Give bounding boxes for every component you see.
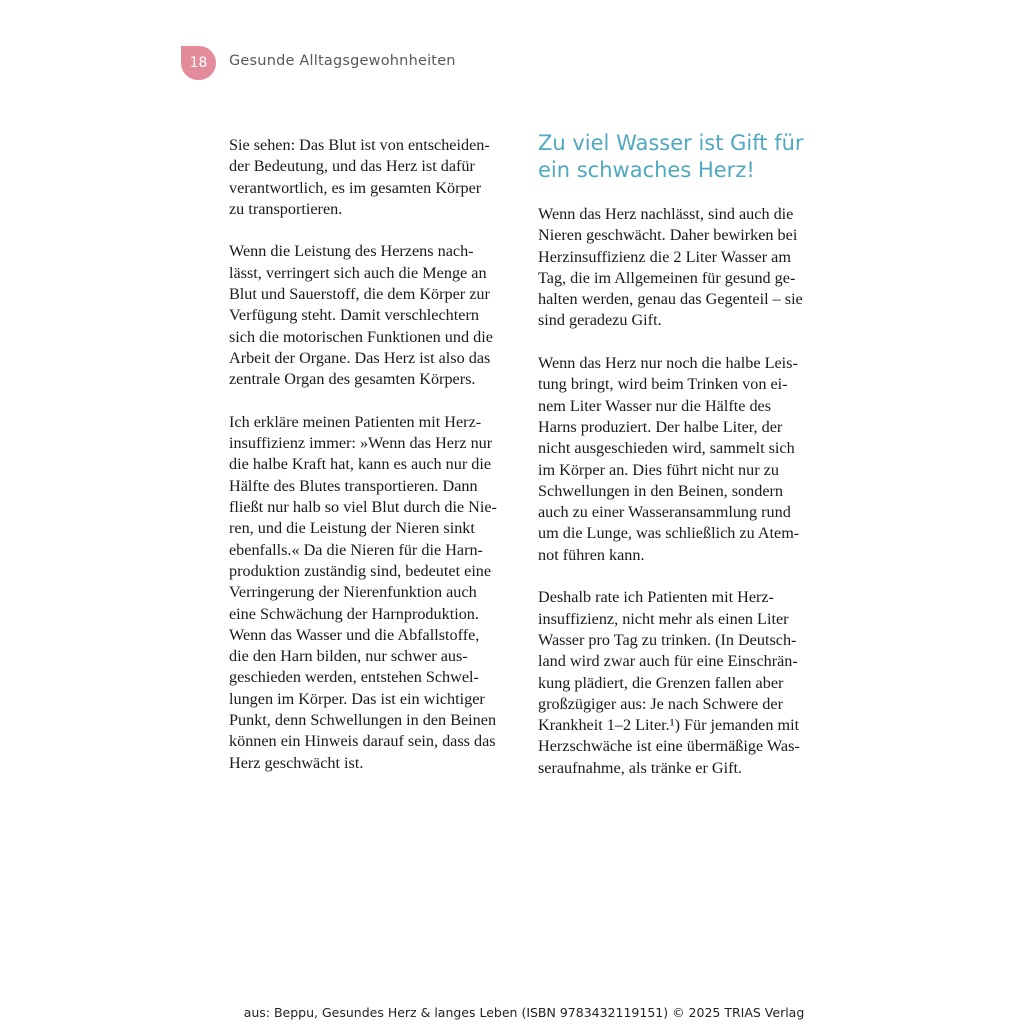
- text-line: Verringerung der Nierenfunktion auch: [229, 583, 477, 602]
- text-line: sind geradezu Gift.: [538, 311, 662, 330]
- text-line: seraufnahme, als tränke er Gift.: [538, 758, 743, 777]
- text-line: fließt nur halb so viel Blut durch die Nie-: [229, 498, 497, 517]
- text-line: ren, und die Leistung der Nieren sinkt: [229, 519, 475, 538]
- text-line: die den Harn bilden, nur schwer aus-: [229, 647, 468, 666]
- text-line: Wenn die Leistung des Herzens nach-: [229, 242, 474, 261]
- text-line: eine Schwächung der Harnproduktion.: [229, 604, 479, 623]
- heading-line: Zu viel Wasser ist Gift für: [538, 131, 804, 155]
- text-line: nem Liter Wasser nur die Hälfte des: [538, 396, 772, 415]
- text-line: Schwellungen in den Beinen, sondern: [538, 481, 784, 500]
- text-line: halten werden, genau das Gegenteil – sie: [538, 290, 803, 309]
- paragraph: [229, 412, 514, 774]
- text-line: Ich erkläre meinen Patienten mit Herz-: [229, 412, 482, 431]
- text-line: Herzinsuffizienz die 2 Liter Wasser am: [538, 247, 791, 266]
- paragraph: [538, 587, 823, 779]
- text-line: Deshalb rate ich Patienten mit Herz-: [538, 588, 774, 607]
- heading-line: ein schwaches Herz!: [538, 158, 755, 182]
- text-line: not führen kann.: [538, 545, 645, 564]
- text-line: Punkt, denn Schwellungen in den Beinen: [229, 711, 497, 730]
- text-line: Harns produziert. Der halbe Liter, der: [538, 417, 783, 436]
- text-line: nicht ausgeschieden wird, sammelt sich: [538, 439, 795, 458]
- text-line: der Bedeutung, und das Herz ist dafür: [229, 157, 475, 176]
- text-line: lässt, verringert sich auch die Menge an: [229, 263, 487, 282]
- text-line: Wasser pro Tag zu trinken. (In Deutsch-: [538, 630, 797, 649]
- paragraph: [229, 241, 514, 390]
- text-line: auch zu einer Wasseransammlung rund: [538, 503, 791, 522]
- text-line: großzügiger aus: Je nach Schwere der: [538, 694, 783, 713]
- text-line: können ein Hinweis darauf sein, dass das: [229, 732, 496, 751]
- text-line: kung plädiert, die Grenzen fallen aber: [538, 673, 784, 692]
- text-line: Tag, die im Allgemeinen für gesund ge-: [538, 268, 796, 287]
- text-line: zu transportieren.: [229, 199, 343, 218]
- paragraph: [538, 353, 823, 566]
- section-heading: [538, 130, 823, 184]
- text-line: Wenn das Herz nur noch die halbe Leis-: [538, 354, 798, 373]
- text-line: Arbeit der Organe. Das Herz ist also das: [229, 348, 491, 367]
- text-line: zentrale Organ des gesamten Körpers.: [229, 370, 476, 389]
- text-line: produktion zuständig sind, bedeutet eine: [229, 561, 492, 580]
- text-line: ebenfalls.« Da die Nieren für die Harn-: [229, 540, 483, 559]
- text-line: land wird zwar auch für eine Einschrän-: [538, 652, 798, 671]
- left-column: [229, 135, 514, 795]
- page-number-badge: [181, 46, 216, 80]
- text-line: Sie sehen: Das Blut ist von entscheiden-: [229, 136, 490, 154]
- page-number: 18: [189, 55, 208, 71]
- text-line: Hälfte des Blutes transportieren. Dann: [229, 476, 478, 495]
- source-footer: aus: Beppu, Gesundes Herz & langes Leben (ISBN 9783432119151) © 2025 TRIAS Verlag: [243, 1005, 805, 1020]
- text-line: Herzschwäche ist eine übermäßige Was-: [538, 737, 800, 756]
- text-line: Verfügung steht. Damit verschlechtern: [229, 306, 479, 325]
- text-line: Herz geschwächt ist.: [229, 753, 364, 772]
- text-line: lungen im Körper. Das ist ein wichtiger: [229, 689, 485, 708]
- text-line: die halbe Kraft hat, kann es auch nur die: [229, 455, 492, 474]
- text-line: Wenn das Herz nachlässt, sind auch die: [538, 205, 794, 223]
- text-line: insuffizienz, nicht mehr als einen Liter: [538, 609, 789, 628]
- text-line: um die Lunge, was schließlich zu Atem-: [538, 524, 800, 543]
- running-title: Gesunde Alltagsgewohnheiten: [229, 53, 456, 69]
- text-line: geschieden werden, entstehen Schwel-: [229, 668, 479, 687]
- text-line: Wenn das Wasser und die Abfallstoffe,: [229, 625, 480, 644]
- text-line: insuffizienz immer: »Wenn das Herz nur: [229, 434, 493, 453]
- text-line: Nieren geschwächt. Daher bewirken bei: [538, 226, 798, 245]
- text-line: sich die motorischen Funktionen und die: [229, 327, 493, 346]
- text-line: im Körper an. Dies führt nicht nur zu: [538, 460, 779, 479]
- text-line: Krankheit 1–2 Liter.¹) Für jemanden mit: [538, 716, 800, 735]
- text-line: tung bringt, wird beim Trinken von ei-: [538, 375, 788, 394]
- paragraph: [538, 204, 823, 332]
- text-line: verantwortlich, es im gesamten Körper: [229, 178, 482, 197]
- right-column: [538, 130, 823, 800]
- text-line: Blut und Sauerstoff, die dem Körper zur: [229, 285, 490, 304]
- paragraph: [229, 135, 514, 220]
